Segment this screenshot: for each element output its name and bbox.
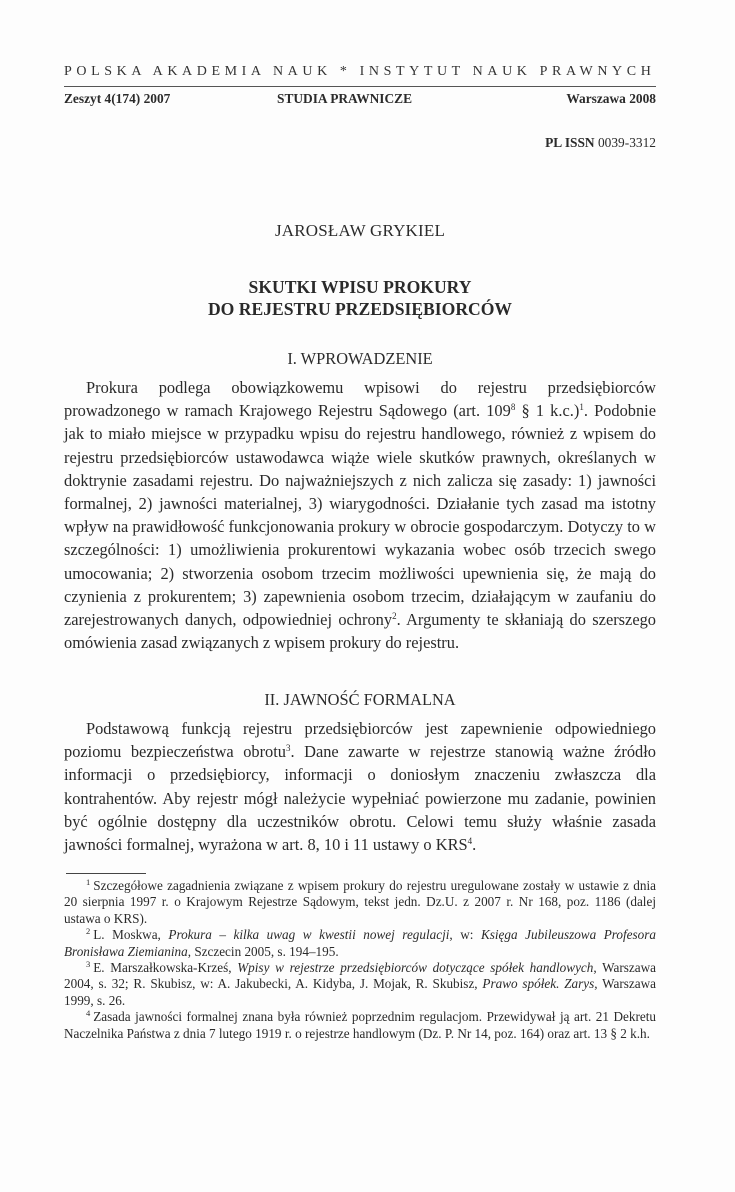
footnote-4: [64, 1009, 656, 1042]
footnote-number: 2: [86, 926, 91, 937]
paragraph-text: § 1 k.c.): [515, 401, 580, 421]
footnote-3: [64, 960, 656, 1009]
issue-number: Zeszyt 4(174) 2007: [64, 91, 171, 106]
footnote-text: , Warszawa 2004, s. 32; R. Skubisz, w: A. Jakubecki, A. Kidyba, J. Mojak, R. Skubisz,: [64, 960, 656, 992]
paragraph-formal-openness: [64, 717, 656, 856]
footnote-1: [64, 878, 656, 927]
footnote-reference: 2: [392, 611, 397, 622]
paragraph-text: Prokura podlega obowiązkowemu wpisowi do rejestru przedsiębiorców prowadzonego w ramach Krajowego Rejestru Sądowego (art. 109: [64, 378, 656, 421]
footnote-reference: 4: [467, 836, 473, 847]
issn-number: 0039-3312: [597, 135, 656, 150]
institution-line: POLSKA AKADEMIA NAUK * INSTYTUT NAUK PRAWNYCH: [64, 64, 656, 79]
article-title-line-2: DO REJESTRU PRZEDSIĘBIORCÓW: [207, 299, 513, 319]
footnote-text: L. Moskwa,: [93, 927, 169, 943]
paragraph-text: . Argumenty te skłaniają do szerszego omówienia zasad związanych z wpisem prokury do rejestru.: [64, 610, 656, 653]
footnote-italic-title: Księga Jubileuszowa Profesora Bronisława Ziemianina: [64, 927, 656, 959]
footnote-reference: 3: [286, 743, 291, 754]
place-year: Warszawa 2008: [566, 91, 656, 106]
article-title: [64, 276, 656, 320]
footnote-text: E. Marszałkowska-Krześ,: [93, 960, 238, 976]
section-heading-introduction: I. WPROWADZENIE: [287, 349, 433, 368]
footnote-italic-title: Prokura – kilka uwag w kwestii nowej regulacji: [168, 927, 450, 943]
footnotes: [64, 878, 656, 1042]
footnote-number: 3: [86, 959, 91, 970]
footnote-number: 4: [86, 1008, 91, 1019]
footnote-separator: [66, 873, 146, 874]
article-title-line-1: SKUTKI WPISU PROKURY: [248, 277, 472, 297]
footnote-text: , Szczecin 2005, s. 194–195.: [187, 943, 339, 959]
paragraph-text: Podstawową funkcją rejestru przedsiębiorców jest zapewnienie odpowiedniego poziomu bezpieczeństwa obrotu: [64, 719, 656, 762]
footnote-italic-title: Prawo spółek. Zarys: [482, 976, 595, 992]
issn-label: PL ISSN: [545, 135, 595, 150]
header-rule: [64, 86, 656, 87]
paragraph-text: .: [472, 835, 477, 855]
footnote-text: , w:: [449, 927, 481, 943]
footnote-reference: 1: [579, 402, 584, 413]
article-author: JAROSŁAW GRYKIEL: [274, 221, 446, 240]
footnote-number: 1: [86, 877, 91, 887]
footnote-italic-title: Wpisy w rejestrze przedsiębiorców dotyczące spółek handlowych: [237, 960, 594, 976]
footnote-text: Szczegółowe zagadnienia związane z wpisem prokury do rejestru uregulowane zostały w ustawie z dnia 20 sierpnia 1997 r. o Krajowym Rejestrze Sądowym, tekst jedn. Dz.U. z 2007 r. Nr 168, poz. 1186 (dalej ustawa o KRS).: [64, 878, 656, 926]
footnote-text: , Warszawa 1999, s. 26.: [64, 976, 656, 1008]
footnote-text: Zasada jawności formalnej znana była również poprzednim regulacjom. Przewidywał ją art. 21 Dekretu Naczelnika Państwa z dnia 7 lutego 1919 r. o rejestrze handlowym (Dz. P. Nr 14, poz. 164) oraz art. 13 § 2 k.h.: [64, 1009, 656, 1041]
journal-name: STUDIA PRAWNICZE: [277, 91, 413, 106]
footnote-2: [64, 927, 656, 960]
paragraph-text: . Podobnie jak to miało miejsce w przypadku wpisu do rejestru handlowego, również z wpisem do rejestru przedsiębiorców ustawodawca wiąże wiele skutków prawnych, określanych w doktrynie zasadami rejestru. Do najważniejszych z nich zalicza się zasady: 1) jawności formalnej, 2) jawności materialnej, 3) wiarygodności. Działanie tych zasad ma istotny wpływ na prawidłowość funkcjonowania prokury w obrocie gospodarczym. Dotyczy to w szczególności: 1) umożliwienia prokurentowi wykazania wobec osób trzecich swego umocowania; 2) stworzenia osobom trzecim możliwości upewnienia się, że mają do czynienia z prokurentem; 3) zapewnienia osobom trzecim, działającym w zaufaniu do zarejestrowanych danych, odpowiedniej ochrony: [64, 401, 656, 630]
issn: [545, 135, 656, 151]
paragraph-text: . Dane zawarte w rejestrze stanowią ważne źródło informacji o przedsiębiorcy, informacji o doniosłym znaczeniu zwłaszcza dla kontrahentów. Aby rejestr mógł należycie wypełniać powierzone mu zadanie, powinien być ogólnie dostępny dla uczestników obrotu. Celowi temu służy właśnie zasada jawności formalnej, wyrażona w art. 8, 10 i 11 ustawy o KRS: [64, 742, 656, 855]
footnote-reference: 8: [510, 402, 516, 413]
paragraph-introduction: [64, 376, 656, 654]
section-heading-formal-openness: II. JAWNOŚĆ FORMALNA: [264, 690, 456, 709]
